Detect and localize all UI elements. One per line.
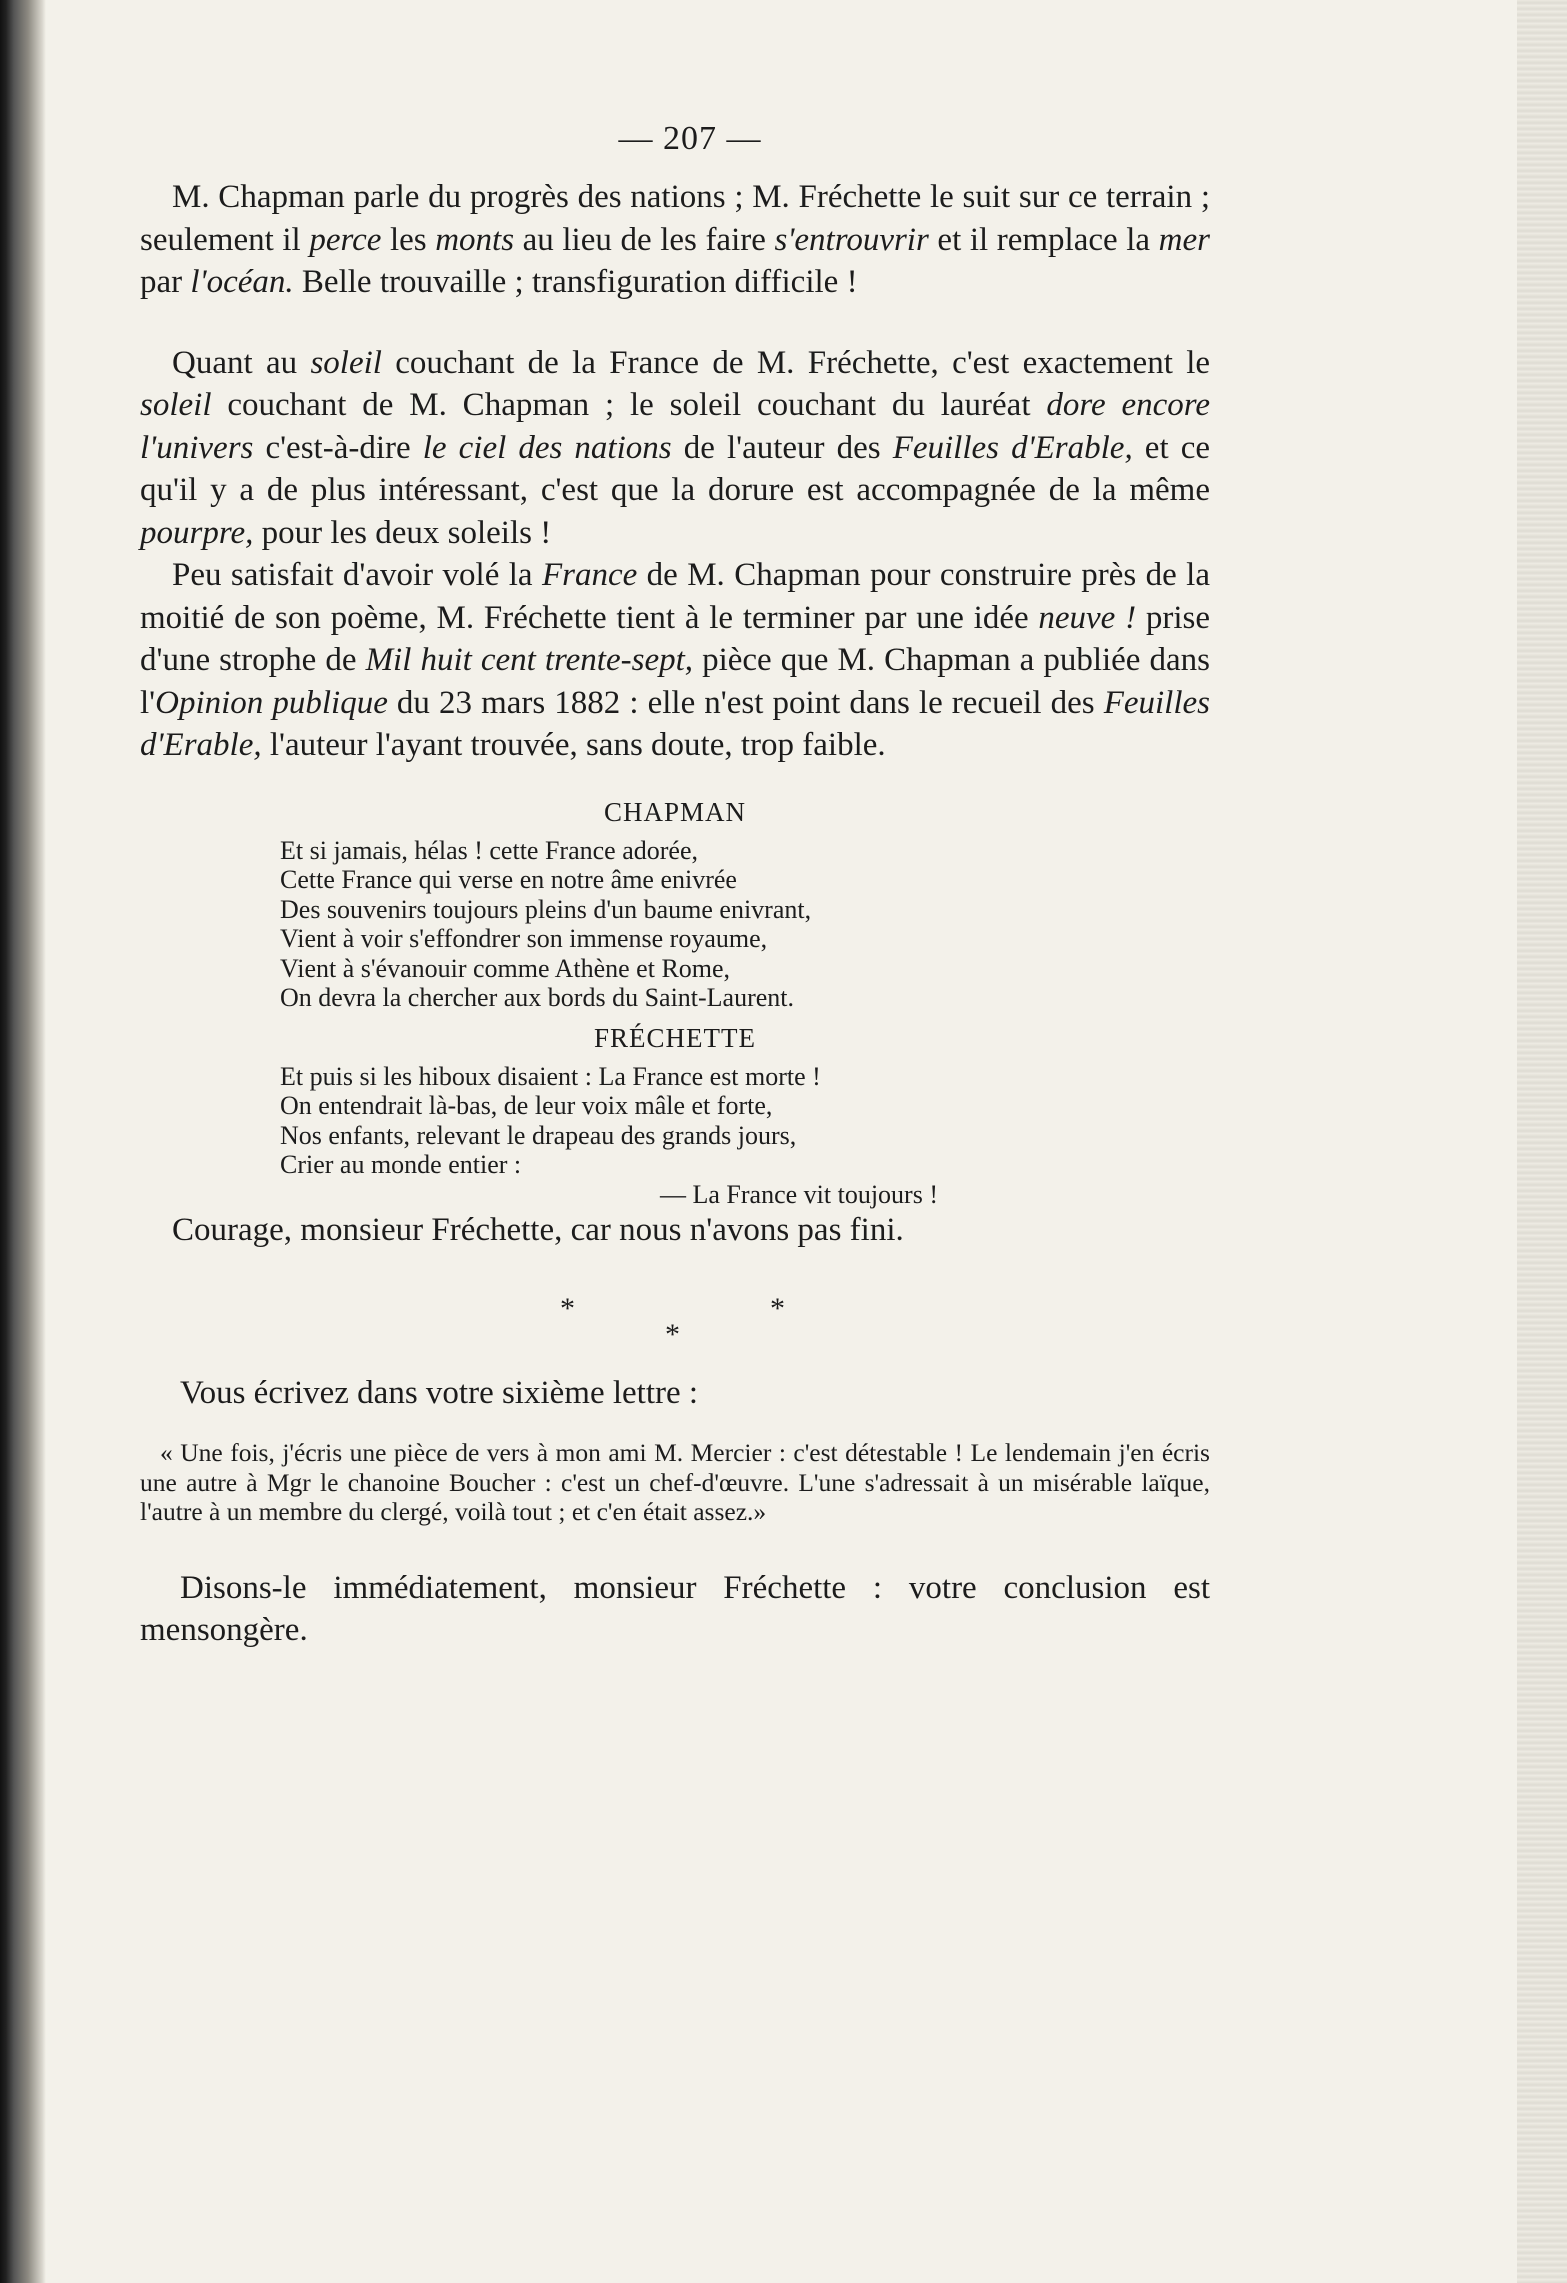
asterisk: * bbox=[560, 1291, 665, 1325]
italic-run: dore encore l'univers bbox=[140, 387, 1210, 466]
asterisk: * bbox=[770, 1291, 875, 1325]
verse-line: — La France vit toujours ! bbox=[660, 1179, 938, 1209]
text-run: et il remplace la bbox=[928, 221, 1159, 258]
page-content bbox=[140, 120, 1210, 1684]
verse-line: Nos enfants, relevant le drapeau des grands jours, bbox=[280, 1120, 797, 1150]
asterisk: * bbox=[665, 1317, 770, 1351]
text-run: par bbox=[140, 264, 191, 300]
italic-run: Mil huit cent trente-sept, bbox=[365, 642, 694, 678]
text-run: au lieu de les faire bbox=[514, 221, 775, 258]
poem-heading: FRÉCHETTE bbox=[594, 1022, 756, 1053]
italic-run: pourpre, bbox=[140, 514, 254, 551]
text-run: les bbox=[381, 221, 436, 258]
verse-line: On entendrait là-bas, de leur voix mâle et forte, bbox=[280, 1091, 773, 1120]
verse-line: Cette France qui verse en notre âme enivrée bbox=[280, 865, 737, 894]
italic-run: Feuilles d'Erable, bbox=[140, 684, 1211, 763]
verse-line: Et puis si les hiboux disaient : La France est morte ! bbox=[280, 1061, 821, 1091]
paragraph-1 bbox=[140, 176, 1210, 304]
verse-line: Et si jamais, hélas ! cette France adorée, bbox=[280, 835, 698, 865]
after-poem-line: Courage, monsieur Fréchette, car nous n'avons pas fini. bbox=[172, 1212, 904, 1248]
poem-frechette bbox=[140, 1023, 1210, 1210]
verse-line: Des souvenirs toujours pleins d'un baume enivrant, bbox=[280, 894, 812, 924]
text-run: couchant de la France de M. Fréchette, c'est exactement le bbox=[381, 344, 1211, 381]
italic-run: s'entrouvrir bbox=[774, 221, 929, 258]
poem-chapman bbox=[140, 797, 1210, 1013]
text-run: l'auteur l'ayant trouvée, sans doute, trop faible. bbox=[261, 727, 886, 763]
text-run: pièce que M. Chapman a publiée dans l' bbox=[140, 642, 1210, 721]
text-run: du 23 mars 1882 : elle n'est point dans le recueil des bbox=[387, 684, 1104, 721]
text-run: prise d'une strophe de bbox=[140, 599, 1210, 678]
text-run: de l'auteur des bbox=[671, 429, 893, 466]
text-run: Peu satisfait d'avoir volé la bbox=[172, 557, 542, 593]
italic-run: monts bbox=[435, 221, 515, 258]
italic-run: neuve ! bbox=[1038, 599, 1137, 636]
paragraph-3 bbox=[140, 554, 1210, 767]
text-run: de M. Chapman pour construire près de la moitié de son poème, M. Fréchette tient à le terminer par une idée bbox=[140, 557, 1210, 636]
text-run: Quant au bbox=[172, 344, 311, 381]
paragraph-2 bbox=[140, 342, 1210, 555]
page-number: — 207 — bbox=[618, 120, 762, 157]
italic-run: mer bbox=[1158, 221, 1210, 258]
text-run: Belle trouvaille ; transfiguration difficile ! bbox=[293, 264, 858, 300]
verse-line: Crier au monde entier : bbox=[280, 1150, 522, 1179]
text-run: pour les deux soleils ! bbox=[253, 514, 552, 551]
text-run: couchant de M. Chapman ; le soleil couchant du lauréat bbox=[211, 387, 1047, 423]
closing-paragraph: Disons-le immédiatement, monsieur Fréchette : votre conclusion est mensongère. bbox=[140, 1569, 1210, 1648]
italic-run: soleil bbox=[140, 387, 212, 423]
quote-intro: Vous écrivez dans votre sixième lettre : bbox=[180, 1374, 699, 1411]
verse-line: On devra la chercher aux bords du Saint-Laurent. bbox=[280, 983, 795, 1012]
italic-run: perce bbox=[309, 221, 382, 258]
italic-run: l'océan. bbox=[190, 264, 294, 300]
italic-run: Opinion publique bbox=[155, 684, 388, 721]
text-run: et ce qu'il y a de plus intéressant, c'est que la dorure est accompagnée de la même bbox=[140, 429, 1210, 508]
verse-line: Vient à voir s'effondrer son immense royaume, bbox=[280, 924, 768, 953]
italic-run: soleil bbox=[310, 344, 382, 381]
poem-heading: CHAPMAN bbox=[603, 796, 747, 827]
section-divider bbox=[140, 1292, 1210, 1352]
verse-line: Vient à s'évanouir comme Athène et Rome, bbox=[280, 953, 731, 983]
italic-run: le ciel des nations bbox=[422, 429, 672, 466]
italic-run: France bbox=[541, 557, 638, 593]
page-edge bbox=[1517, 0, 1567, 2283]
text-run: M. Chapman parle du progrès des nations ; M. Fréchette le suit sur ce terrain ; seulement il bbox=[140, 179, 1210, 258]
block-quote: « Une fois, j'écris une pièce de vers à mon ami M. Mercier : c'est détestable ! Le lendemain j'en écris une autre à Mgr le chanoine Boucher : c'est un chef-d'œuvre. L'une s'adressait à un misérable laïque, l'autre à un membre du clergé, voilà tout ; et c'en était assez.» bbox=[140, 1438, 1210, 1526]
text-run: c'est-à-dire bbox=[253, 429, 423, 466]
book-spine-shadow bbox=[0, 0, 46, 2283]
italic-run: Feuilles d'Erable, bbox=[892, 429, 1133, 466]
